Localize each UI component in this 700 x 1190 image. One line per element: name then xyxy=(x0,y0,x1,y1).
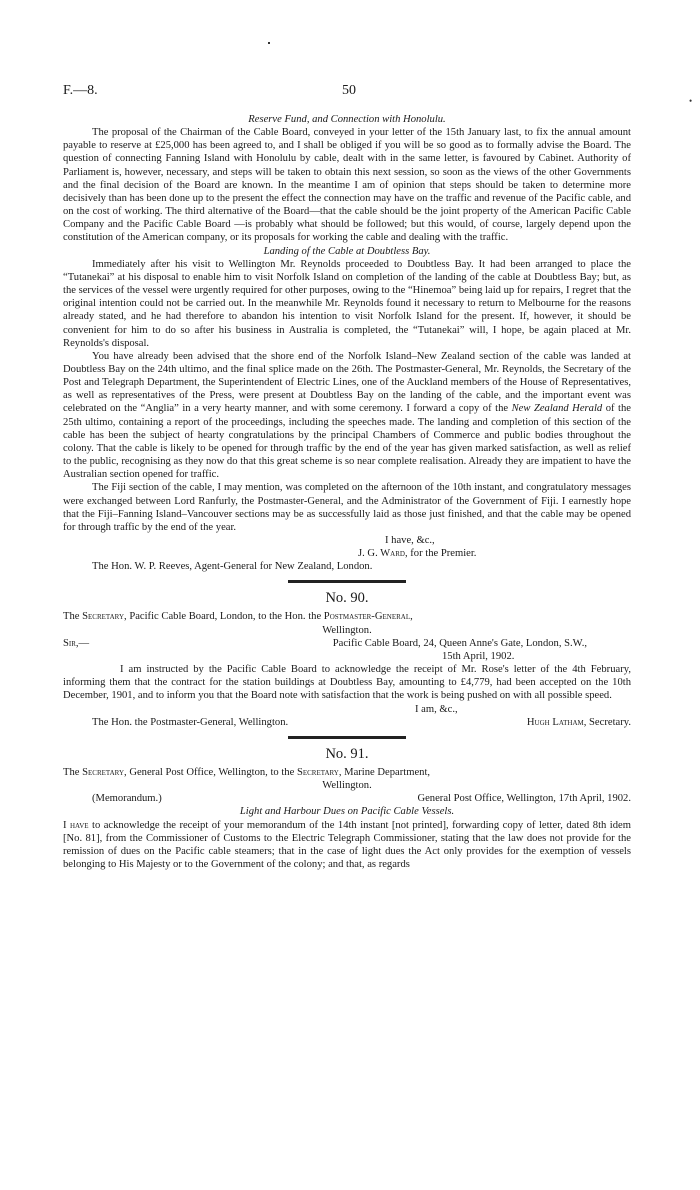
document-reference: F.—8. xyxy=(63,83,98,98)
from-prefix: The xyxy=(63,766,83,778)
letter-90-sign-row xyxy=(63,716,631,729)
signature-line xyxy=(63,547,631,560)
paragraph-reserve-fund: The proposal of the Chairman of the Cable Board, conveyed in your letter of the 15th January last, to fix the annual amount payable to reserve at £25,000 has been agreed to, and I shall be obliged if you will be so good as to formally advise the Board. The question of connecting Fanning Island with Honolulu by cable, dealt with in the same letter, is favoured by Cabinet. Authority of Parliament is, however, necessary, and steps will be taken to obtain this next session, so soon as the views of the other Governments and the final decision of the Board are known. In the meantime I am of opinion that steps should be taken to determine more decisively than has been done up to the present the effect the connection may have on the traffic and revenue of the Pacific cable, and on the cost of working. The third alternative of the Board—that the cable should be the joint property of the American Pacific Cable Company and the Pacific Cable Board —is probably what should be followed; but this would, of course, largely depend upon the constitution of the American company, or its proposals for working the cable and dealing with the traffic. xyxy=(63,127,631,244)
from-prefix: The xyxy=(63,611,83,623)
letter-91-address-date: General Post Office, Wellington, 17th April, 1902. xyxy=(417,793,631,805)
letter-91-heading: Light and Harbour Dues on Pacific Cable Vessels. xyxy=(239,806,455,818)
letter-number-91: No. 91. xyxy=(325,745,369,762)
to-title: Secretary, xyxy=(296,766,342,778)
closing-salutation: I have, &c., xyxy=(385,535,435,546)
divider-rule xyxy=(288,736,406,739)
from-middle: General Post Office, Wellington, to the xyxy=(126,766,297,778)
letter-90-closing: I am, &c., xyxy=(415,703,458,715)
letter-91-from-to-line2: Wellington. xyxy=(322,780,372,792)
signer-role: Secretary. xyxy=(586,716,631,728)
section-heading-reserve-fund: Reserve Fund, and Connection with Honolulu. xyxy=(248,114,446,125)
section-heading-landing: Landing of the Cable at Doubtless Bay. xyxy=(263,245,431,257)
sender-address: Pacific Cable Board, 24, Queen Anne's Gate, London, S.W., xyxy=(332,637,587,649)
paragraph-letter-91 xyxy=(63,819,631,872)
letter-90-from-to-line2: Wellington. xyxy=(322,624,372,636)
paragraph-letter-90: I am instructed by the Pacific Cable Board to acknowledge the receipt of Mr. Rose's letter of the 4th February, informing them that the contract for the station buildings at Doubtless Bay, amounting to £4,779, had been accepted on the 10th December, 1901, and to inform you that the Board note with satisfaction that the work is being pushed on with all possible speed. xyxy=(63,664,631,702)
letter-number-90: No. 90. xyxy=(325,590,369,607)
paragraph-body: to acknowledge the receipt of your memorandum of the 14th instant [not printed], forwarding copy of letter, dated 8th idem [No. 81], from the Commissioner of Customs to the Electric Telegraph Commissioner, stating that the law does not provide for the remission of dues on the Pacific cable steamers; that in the case of light dues the Act only provides for the exemption of vessels belonging to His Majesty or to the Government of the colony; and that, as regards xyxy=(63,819,631,870)
paragraph-landing-2 xyxy=(63,350,631,482)
letter-90-from-to xyxy=(63,610,631,623)
to-rest: Marine Department, xyxy=(341,766,431,778)
page-number: 50 xyxy=(342,83,356,98)
margin-mark: • xyxy=(689,96,693,106)
signer-role: for the Premier. xyxy=(407,548,477,560)
letter-90-addressee: The Hon. the Postmaster-General, Wellington. xyxy=(92,716,289,728)
signer-name: J. G. Ward, xyxy=(358,548,408,560)
memorandum-label: (Memorandum.) xyxy=(92,793,162,805)
letter-90-salutation-row xyxy=(63,637,631,650)
letter-91-from-to xyxy=(63,766,631,779)
page-mark-dot xyxy=(268,42,270,44)
paragraph-landing-2-part-b: of the 25th ultimo, containing a report of the proceedings, including the speeches made. The landing and completion of this section of the cable has been the subject of hearty congratulations by the principal Chambers of Commerce and public bodies throughout the colony. That the cable is likely to be opened for through traffic by the end of the year has given marked satisfaction, as well as relief to the public, recognising as they now do that this great scheme is so near complete realisation. Already they are impatient to have the Australian section opened for traffic. xyxy=(63,403,631,481)
opening-words: I have xyxy=(63,819,89,831)
page-body xyxy=(63,113,631,871)
from-middle: Pacific Cable Board, London, to the Hon. the xyxy=(126,611,324,623)
page-header xyxy=(63,84,631,104)
to-title: Postmaster-General, xyxy=(323,611,413,623)
paragraph-fiji-section: The Fiji section of the cable, I may mention, was completed on the afternoon of the 10th instant, and congratulatory messages were exchanged between Lord Ranfurly, the Postmaster-General, and the Administrator of the Government of Fiji. I earnestly hope that the Fiji–Fanning Island–Vancouver sections may be as successfully laid as those just finished, and that the cable may be opened for through traffic by the end of the year. xyxy=(63,482,631,533)
signer-name: Hugh Latham, xyxy=(526,716,587,728)
divider-rule xyxy=(288,580,406,583)
addressee-line: The Hon. W. P. Reeves, Agent-General for New Zealand, London. xyxy=(92,561,373,573)
paragraph-landing-2-part-a: You have already been advised that the shore end of the Norfolk Island–New Zealand section of the cable was landed at Doubtless Bay on the 24th ultimo, and the final splice made on the 26th. The Postmaster-General, Mr. Reynolds, the Secretary of the Post and Telegraph Department, the Superintendent of Electric Lines, one of the Auckland members of the House of Representatives, as well as representatives of the Press, were present at Doubtless Bay on the landing of the cable, and the important event was celebrated on the “Anglia” in a very hearty manner, and with some ceremony. I forward a copy of the xyxy=(63,350,631,415)
newspaper-title: New Zealand Herald xyxy=(511,403,603,415)
salutation: Sir,— xyxy=(63,637,90,649)
paragraph-landing-1: Immediately after his visit to Wellington Mr. Reynolds proceeded to Doubtless Bay. It had been arranged to place the “Tutanekai” at his disposal to enable him to visit Norfolk Island on completion of the landing of the cable at Doubtless Bay; but, as the services of the vessel were urgently required for other purposes, owing to the “Hinemoa” being laid up for repairs, I regret that the original intention could not be carried out. In the meanwhile Mr. Reynolds found it necessary to return to Melbourne for the reasons already stated, and he had therefore to abandon his intention to visit Norfolk Island for the present. If, however, it should be convenient for him to do so after his business in Australia is completed, the “Tutanekai” will, I hope, be again placed at Mr. Reynolds's disposal. xyxy=(63,258,631,349)
letter-90-date: 15th April, 1902. xyxy=(442,650,515,662)
letter-90-signature xyxy=(527,716,631,729)
from-title: Secretary, xyxy=(82,766,127,778)
from-title: Secretary, xyxy=(82,611,127,623)
letter-91-memo-row xyxy=(63,792,631,805)
